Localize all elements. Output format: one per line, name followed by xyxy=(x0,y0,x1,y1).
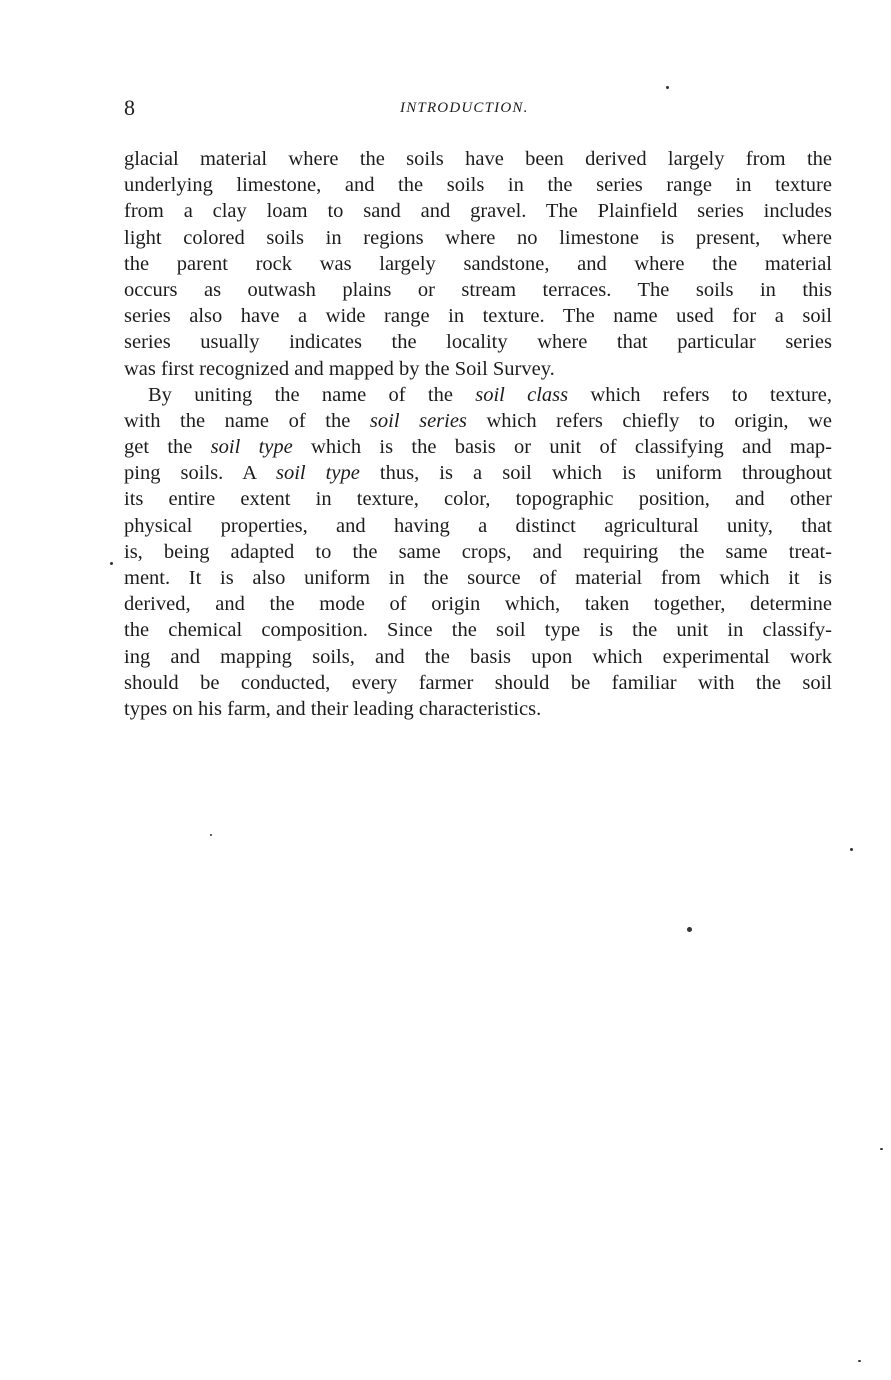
text-segment: series also have a wide range in texture. The name used for a soil xyxy=(124,305,832,328)
italic-term: soil type xyxy=(210,436,293,459)
italic-term: soil type xyxy=(275,462,360,485)
text-segment: should be conducted, every farmer should be familiar with the soil xyxy=(124,671,832,694)
text-line xyxy=(124,198,832,224)
text-segment: the chemical composition. Since the soil type is the unit in classify- xyxy=(124,619,832,642)
scan-speck xyxy=(110,562,113,565)
text-line xyxy=(124,329,832,355)
text-segment: was first recognized and mapped by the Soil Survey. xyxy=(124,357,555,380)
text-line xyxy=(124,382,832,408)
text-segment: series usually indicates the locality where that particular series xyxy=(124,331,832,354)
text-segment: ing and mapping soils, and the basis upon which experimental work xyxy=(124,645,832,668)
text-line xyxy=(124,513,832,539)
text-segment: occurs as outwash plains or stream terraces. The soils in this xyxy=(124,278,832,301)
text-line xyxy=(124,591,832,617)
text-segment: which refers chiefly to origin, we xyxy=(466,409,832,432)
text-line xyxy=(124,565,832,591)
text-segment: ment. It is also uniform in the source of material from which it is xyxy=(124,567,832,589)
text-segment: get the xyxy=(124,436,211,459)
scan-speck xyxy=(687,927,692,932)
text-segment: is, being adapted to the same crops, and requiring the same treat- xyxy=(124,540,832,563)
text-line xyxy=(124,225,832,251)
text-segment: ping soils. A xyxy=(124,462,276,485)
scan-speck xyxy=(666,86,669,89)
text-line xyxy=(124,617,832,643)
scan-speck xyxy=(210,834,212,836)
text-line xyxy=(124,460,832,486)
text-line xyxy=(124,172,832,198)
body-text xyxy=(124,146,832,722)
text-line xyxy=(124,408,832,434)
text-line xyxy=(124,146,832,172)
text-segment: physical properties, and having a distinct agricultural unity, that xyxy=(124,514,832,537)
italic-term: soil series xyxy=(369,409,467,432)
text-segment: types on his farm, and their leading characteristics. xyxy=(124,697,542,720)
text-segment: from a clay loam to sand and gravel. The Plainfield series includes xyxy=(124,200,832,223)
text-line xyxy=(124,644,832,670)
text-line xyxy=(124,356,832,382)
paragraph xyxy=(124,146,832,382)
page-number: 8 xyxy=(124,95,135,120)
text-line xyxy=(124,434,832,460)
text-line xyxy=(124,696,832,722)
text-line xyxy=(124,303,832,329)
text-segment: its entire extent in texture, color, topographic position, and other xyxy=(124,488,832,511)
text-segment: derived, and the mode of origin which, taken together, determine xyxy=(124,593,832,616)
text-line xyxy=(124,277,832,303)
text-line xyxy=(124,539,832,565)
scan-speck xyxy=(880,1148,883,1150)
text-line xyxy=(124,670,832,696)
text-segment: By uniting the name of the xyxy=(148,383,476,406)
text-segment: underlying limestone, and the soils in the series range in texture xyxy=(124,174,832,197)
text-segment: the parent rock was largely sandstone, and where the material xyxy=(124,252,832,275)
text-segment: glacial material where the soils have been derived largely from the xyxy=(124,148,832,170)
text-line xyxy=(124,251,832,277)
text-line xyxy=(124,486,832,512)
page-header xyxy=(124,94,832,124)
text-segment: with the name of the xyxy=(124,409,370,432)
running-head: INTRODUCTION. xyxy=(400,100,529,116)
italic-term: soil class xyxy=(475,383,569,406)
text-segment: which is the basis or unit of classifying and map- xyxy=(292,436,833,459)
scan-speck xyxy=(850,848,853,851)
text-segment: which refers to texture, xyxy=(568,383,832,406)
text-segment: light colored soils in regions where no limestone is present, where xyxy=(124,226,832,249)
paragraph xyxy=(124,382,832,722)
text-segment: thus, is a soil which is uniform throughout xyxy=(359,462,832,485)
scan-speck xyxy=(858,1360,861,1362)
